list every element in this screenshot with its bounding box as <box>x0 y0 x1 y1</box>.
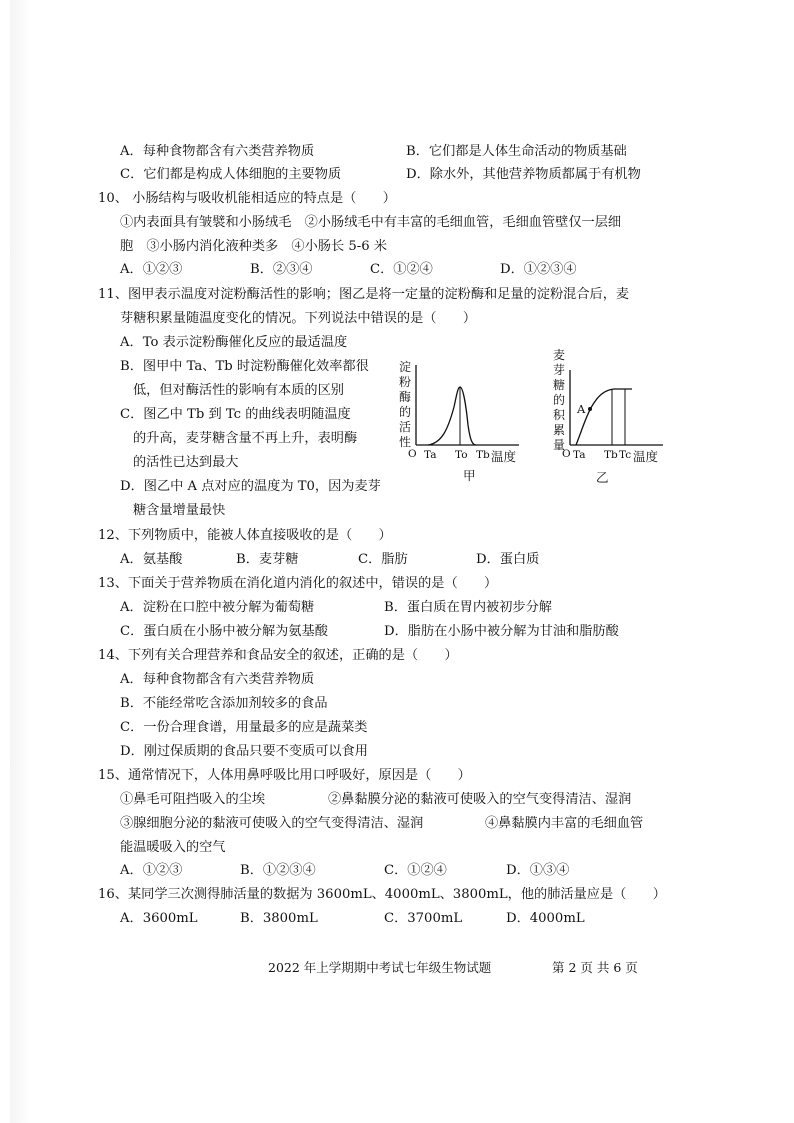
q12-stem: 12、下列物质中，能被人体直接吸收的是（ ） <box>98 528 392 543</box>
scan-edge <box>10 0 30 1123</box>
q14-option-d: D．刚过保质期的食品只要不变质可以食用 <box>120 744 368 759</box>
q16-option-d: D．4000mL <box>506 911 585 926</box>
q16-option-c: C．3700mL <box>384 911 463 926</box>
q10-line-1: ①内表面具有皱襞和小肠绒毛 ②小肠绒毛中有丰富的毛细血管，毛细血管壁仅一层细 <box>120 215 622 230</box>
q15-option-c: C．①②④ <box>384 863 447 878</box>
chart-yi-caption: 乙 <box>596 470 609 485</box>
q11-option-d-1: D．图乙中 A 点对应的温度为 T0，因为麦芽 <box>120 479 381 494</box>
q16-option-b: B．3800mL <box>240 911 318 926</box>
footer-title: 2022 年上学期期中考试七年级生物试题 <box>268 960 492 975</box>
chart-yi-tc: Tc <box>619 449 632 461</box>
q11-option-b-2: 低，但对酶活性的影响有本质的区别 <box>133 383 344 398</box>
q16-option-a: A．3600mL <box>120 911 198 926</box>
q11-option-c-1: C．图乙中 Tb 到 Tc 的曲线表明随温度 <box>120 407 351 422</box>
q15-statement-3: ③腺细胞分泌的黏液可使吸入的空气变得清洁、湿润 <box>120 816 424 831</box>
chart-jia-caption: 甲 <box>463 468 476 483</box>
q11-option-a: A．To 表示淀粉酶催化反应的最适温度 <box>120 335 348 350</box>
chart-yi-xlabel: 温度 <box>633 449 659 464</box>
q10-option-a: A．①②③ <box>120 262 183 277</box>
q9-option-a: A．每种食物都含有六类营养物质 <box>120 144 315 159</box>
q13-stem: 13、下面关于营养物质在消化道内消化的叙述中，错误的是（ ） <box>98 576 498 591</box>
q10-option-c: C．①②④ <box>370 262 433 277</box>
q11-option-d-2: 糖含量增量最快 <box>133 503 226 518</box>
q15-option-a: A．①②③ <box>120 863 183 878</box>
q15-option-d: D．①③④ <box>506 863 570 878</box>
chart-jia-ta: Ta <box>424 449 437 461</box>
chart-yi-ta: Ta <box>573 449 586 461</box>
footer-page-number: 第 2 页 共 6 页 <box>552 960 638 975</box>
chart-jia-tb: Tb <box>476 449 490 461</box>
chart-jia-ylabel: 淀 粉 酶 的 活 性 <box>398 360 411 449</box>
q12-option-c: C．脂肪 <box>358 552 408 567</box>
q15-statement-2: ②鼻黏膜分泌的黏液可使吸入的空气变得清洁、湿润 <box>328 792 632 807</box>
q11-option-c-2: 的升高，麦芽糖含量不再上升，表明酶 <box>133 431 358 446</box>
chart-jia-to: To <box>455 449 468 461</box>
q15-statement-1: ①鼻毛可阻挡吸入的尘埃 <box>120 792 266 807</box>
chart-yi-origin: O <box>562 448 571 460</box>
q14-option-b: B．不能经常吃含添加剂较多的食品 <box>120 696 328 711</box>
q10-stem: 10、 小肠结构与吸收机能相适应的特点是（ ） <box>98 191 396 206</box>
q10-option-b: B．②③④ <box>250 262 313 277</box>
q11-option-b-1: B．图甲中 Ta、Tb 时淀粉酶催化效率都很 <box>120 359 369 374</box>
q16-stem: 16、某同学三次测得肺活量的数据为 3600mL、4000mL、3800mL，他的肺活量应是（ ） <box>98 887 666 902</box>
chart-yi-point-label: A <box>577 402 586 416</box>
chart-jia-plot <box>414 365 524 455</box>
q14-option-a: A．每种食物都含有六类营养物质 <box>120 672 315 687</box>
q10-option-d: D．①②③④ <box>500 262 577 277</box>
q9-option-b: B．它们都是人体生命活动的物质基础 <box>406 144 627 159</box>
chart-yi-tb: Tb <box>604 449 618 461</box>
q15-stem: 15、通常情况下，人体用鼻呼吸比用口呼吸好，原因是（ ） <box>98 768 471 783</box>
q10-line-2: 胞 ③小肠内消化液种类多 ④小肠长 5-6 米 <box>120 239 387 254</box>
chart-jia-origin: O <box>408 448 417 460</box>
q11-stem-2: 芽糖积累量随温度变化的情况。下列说法中错误的是（ ） <box>120 311 477 326</box>
q13-option-a: A．淀粉在口腔中被分解为葡萄糖 <box>120 600 315 615</box>
chart-yi-curve <box>576 389 632 445</box>
chart-yi-point-a <box>588 407 592 411</box>
q15-option-b: B．①②③④ <box>240 863 316 878</box>
chart-jia-curve <box>428 387 476 445</box>
q15-statement-4-cont: 能温暖吸入的空气 <box>120 840 226 855</box>
chart-yi-ylabel: 麦 芽 糖 的 积 累 量 <box>552 348 565 452</box>
q11-stem-1: 11、图甲表示温度对淀粉酶活性的影响；图乙是将一定量的淀粉酶和足量的淀粉混合后，麦 <box>98 287 630 302</box>
q9-option-d: D．除水外，其他营养物质都属于有机物 <box>406 167 641 182</box>
q13-option-c: C．蛋白质在小肠中被分解为氨基酸 <box>120 624 328 639</box>
q11-option-c-3: 的活性已达到最大 <box>133 455 239 470</box>
q14-stem: 14、下列有关合理营养和食品安全的叙述，正确的是（ ） <box>98 648 458 663</box>
q13-option-d: D．脂肪在小肠中被分解为甘油和脂肪酸 <box>384 624 619 639</box>
q12-option-b: B．麦芽糖 <box>236 552 299 567</box>
q12-option-d: D．蛋白质 <box>476 552 540 567</box>
q13-option-b: B．蛋白质在胃内被初步分解 <box>384 600 552 615</box>
q15-statement-4: ④鼻黏膜内丰富的毛细血管 <box>485 816 644 831</box>
q12-option-a: A．氨基酸 <box>120 552 183 567</box>
q14-option-c: C．一份合理食谱，用量最多的应是蔬菜类 <box>120 720 368 735</box>
chart-jia-xlabel: 温度 <box>491 449 517 464</box>
q9-option-c: C．它们都是构成人体细胞的主要物质 <box>120 167 342 182</box>
